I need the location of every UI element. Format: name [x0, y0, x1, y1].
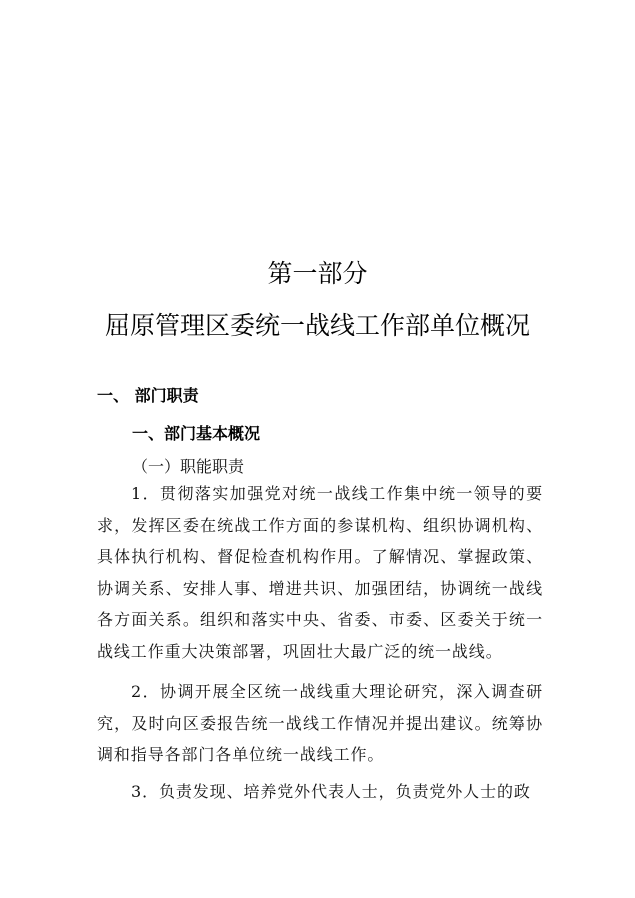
section-heading: 一、 部门职责 [97, 386, 199, 405]
paragraph-3: 3．负责发现、培养党外代表人士，负责党外人士的政 [131, 782, 531, 801]
document-title: 屈原管理区委统一战线工作部单位概况 [104, 311, 530, 340]
subsection-label: （一）职能职责 [132, 457, 245, 476]
part-title: 第一部分 [267, 259, 368, 288]
paragraph-2: 2．协调开展全区统一战线重大理论研究，深入调查研究，及时向区委报告统一战线工作情况并提出建议。统筹协调和指导各部门各单位统一战线工作。 [97, 682, 543, 764]
paragraph-1: 1．贯彻落实加强党对统一战线工作集中统一领导的要求，发挥区委在统战工作方面的参谋机构、组织协调机构、具体执行机构、督促检查机构作用。了解情况、掌握政策、协调关系、安排人事、增进共识、加强团结，协调统一战线各方面关系。组织和落实中央、省委、市委、区委关于统一战线工作重大决策部署，巩固壮大最广泛的统一战线。 [97, 484, 543, 661]
subsection-heading: 一、部门基本概况 [132, 424, 261, 443]
